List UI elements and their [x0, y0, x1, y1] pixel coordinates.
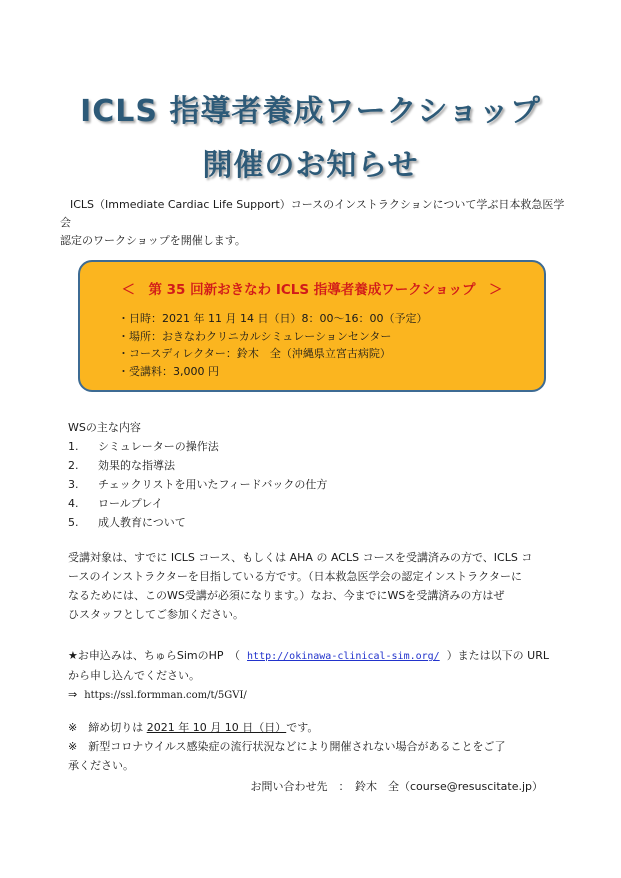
- contact-info: お問い合わせ先 ： 鈴木 全（course@resuscitate.jp）: [250, 780, 543, 793]
- list-item-text: 効果的な指導法: [98, 459, 175, 472]
- apply-prefix: ★お申込みは、ちゅらSimのHP （: [68, 649, 241, 662]
- event-details-list: [118, 310, 427, 380]
- apply-line-3: [68, 685, 568, 705]
- event-director: ・コースディレクター：鈴木 全（沖縄県立宮古病院）: [118, 347, 391, 360]
- page-subtitle: 開催のお知らせ: [202, 148, 419, 183]
- list-item: [68, 513, 327, 532]
- list-item-number: 3.: [68, 478, 79, 491]
- target-line-2: ースのインストラクターを目指している方です。（日本救急医学会の認定インストラクターに: [68, 570, 522, 583]
- event-heading: ＜ 第 35 回新おきなわ ICLS 指導者養成ワークショップ ＞: [121, 282, 503, 298]
- chura-sim-link[interactable]: http://okinawa-clinical-sim.org/: [247, 651, 440, 662]
- target-line-3: なるためには、このWS受講が必須になります。）なお、今までにWSを受講済みの方はぜ: [68, 589, 505, 602]
- list-item-text: ロールプレイ: [98, 497, 163, 510]
- formman-url: https://ssl.formman.com/t/5GVI/: [84, 690, 247, 701]
- arrow-icon: ⇒: [68, 688, 78, 701]
- ws-contents-heading: WSの主な内容: [68, 421, 141, 434]
- list-item-text: チェックリストを用いたフィードバックの仕方: [98, 478, 328, 491]
- list-item: [68, 456, 327, 475]
- page-title: ICLS 指導者養成ワークショップ: [80, 94, 541, 129]
- list-item: [68, 437, 327, 456]
- intro-line-1: ICLS（Immediate Cardiac Life Support）コースのインストラクションについて学ぶ日本救急医学会: [60, 198, 565, 229]
- event-info-box: [78, 260, 546, 392]
- intro-line-2: 認定のワークショップを開催します。: [60, 234, 246, 247]
- list-item-number: 5.: [68, 516, 79, 529]
- deadline-prefix: ※ 締め切りは: [68, 721, 147, 734]
- event-fee: ・受講料：3,000 円: [118, 364, 219, 378]
- deadline-suffix: です。: [286, 721, 319, 734]
- list-item-number: 4.: [68, 497, 79, 510]
- ws-contents-list: [68, 437, 327, 532]
- event-date: ・日時：2021 年 11 月 14 日（日）8：00～16：00（予定）: [118, 312, 428, 325]
- list-item-number: 2.: [68, 459, 79, 472]
- deadline-note: [68, 718, 568, 737]
- list-item-text: シミュレーターの操作法: [98, 440, 219, 453]
- covid-note-line-1: ※ 新型コロナウイルス感染症の流行状況などにより開催されない場合があることをご了: [68, 740, 506, 753]
- covid-note-line-2: 承ください。: [68, 759, 134, 772]
- target-line-4: ひスタッフとしてご参加ください。: [68, 608, 244, 621]
- list-item-text: 成人教育について: [98, 516, 186, 529]
- apply-suffix: ）または以下の URL: [446, 649, 550, 662]
- list-item-number: 1.: [68, 440, 79, 453]
- application-info: [68, 646, 568, 705]
- event-venue: ・場所：おきなわクリニカルシミュレーションセンター: [118, 329, 392, 343]
- apply-line-2: から申し込んでください。: [68, 669, 200, 682]
- intro-paragraph: [60, 196, 570, 250]
- deadline-date: 2021 年 10 月 10 日（日）: [146, 721, 287, 734]
- apply-line-1: [68, 646, 568, 666]
- target-line-1: 受講対象は、すでに ICLS コース、もしくは AHA の ACLS コースを受講済みの方で、ICLS コ: [68, 551, 533, 564]
- list-item: [68, 475, 327, 494]
- list-item: [68, 494, 327, 513]
- target-paragraph: [68, 548, 568, 624]
- notes: [68, 718, 568, 775]
